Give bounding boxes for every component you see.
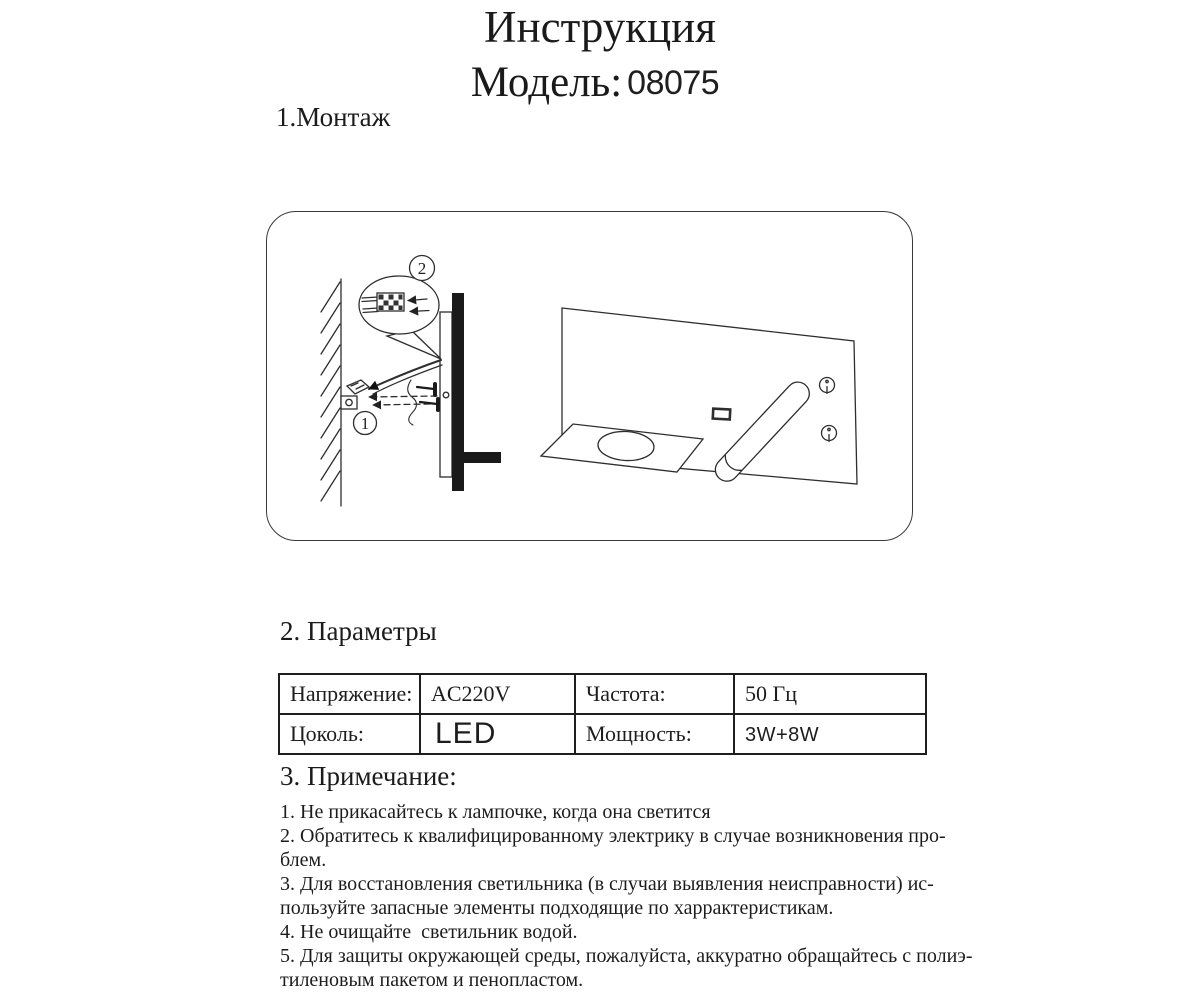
section-heading-notes: 3. Примечание: — [280, 761, 457, 791]
page-title: Инструкция — [484, 2, 716, 52]
table-row — [279, 714, 926, 754]
screw-icon — [417, 384, 438, 410]
step-1-badge — [354, 412, 377, 435]
param-value-socket: LED — [420, 714, 575, 754]
param-label-power: Мощность: — [575, 714, 734, 754]
model-line — [0, 58, 1195, 107]
param-label-voltage: Напряжение: — [279, 674, 420, 714]
section-heading-mounting: 1.Монтаж — [276, 102, 391, 132]
param-label-socket: Цоколь: — [279, 714, 420, 754]
mounting-bracket — [341, 380, 369, 409]
section-heading-parameters: 2. Параметры — [280, 616, 437, 646]
note-line: 3. Для восстановления светильника (в случаи выявления неисправности) ис- — [280, 873, 934, 895]
param-label-frequency: Частота: — [575, 674, 734, 714]
mounting-diagram — [266, 211, 913, 541]
table-row — [279, 674, 926, 714]
parameters-table — [278, 673, 927, 755]
note-line: 1. Не прикасайтесь к лампочке, когда она светится — [280, 801, 711, 823]
lamp-front-view — [541, 308, 857, 486]
param-value-voltage: AC220V — [420, 674, 575, 714]
note-line: пользуйте запасные элементы подходящие по харрактеристикам. — [280, 897, 834, 919]
mounting-diagram-drawing — [265, 210, 912, 540]
step-2-label: 2 — [418, 259, 427, 279]
note-line: 2. Обратитесь к квалифицированному электрику в случае возникновения про- — [280, 825, 946, 847]
wall — [321, 279, 341, 506]
param-value-power: 3W+8W — [734, 714, 926, 754]
param-value-frequency: 50 Гц — [734, 674, 926, 714]
model-label: Модель: — [470, 59, 623, 106]
note-line: блем. — [280, 849, 327, 871]
terminal-block-callout — [359, 276, 441, 359]
notes-list — [280, 800, 973, 992]
note-line: тиленовым пакетом и пенопластом. — [280, 969, 584, 991]
lamp-side-view — [440, 293, 501, 491]
model-number: 08075 — [627, 64, 720, 102]
note-line: 4. Не очищайте светильник водой. — [280, 921, 578, 943]
step-2-badge — [410, 256, 435, 281]
note-line: 5. Для защиты окружающей среды, пожалуйста, аккуратно обращайтесь с полиэ- — [280, 945, 973, 967]
cable-clip — [408, 380, 417, 425]
step-1-label: 1 — [361, 414, 370, 434]
wire-cable — [369, 360, 442, 425]
